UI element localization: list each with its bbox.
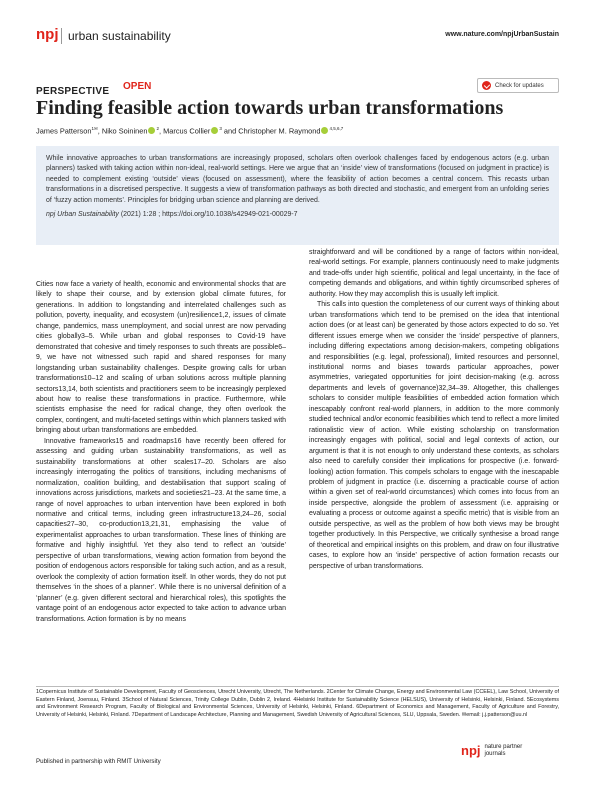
article-type-row <box>36 81 152 97</box>
body-paragraph: Cities now face a variety of health, economic and environmental shocks that are likely to shape their course, and by extension global climate futures, for generations. In addition to longstanding and interrelated challenges such as pollution, poverty, inequality, and ecosystem (un)resilience1,2, issues of climate change, pandemics, mass unemployment, and social unrest are now pervading cities globally3–5. While urban and global responses to Covid-19 have demonstrated that cohesive and timely responses to such threats are possible6–9, we have not witnessed such rapid and shared responses for many longstanding urban sustainability challenges. Despite growing calls for urban transformations10–12 and scaling of urban solutions across multiple planning sectors13,14, both scientists and practitioners seem to be increasingly perplexed about how to realise these transformations in practice. Furthermore, while scientists emphasise the need for radical change, they often overlook the complex, contingent, and multi-faceted settings within which planners tasked with bringing about urban transformations are embedded. <box>36 281 286 435</box>
body-column-left <box>36 280 286 625</box>
author-name[interactable]: Marcus Collier <box>163 126 211 136</box>
npj-footer-logo: npj <box>461 743 481 758</box>
journal-name: urban sustainability <box>68 29 171 43</box>
author-name[interactable]: James Patterson <box>36 126 92 136</box>
citation-journal: npj Urban Sustainability <box>46 211 119 219</box>
citation-line <box>46 210 549 220</box>
header-divider <box>61 28 62 44</box>
page-header <box>36 26 559 48</box>
nature-partner-journals-logo <box>461 743 522 758</box>
article-title: Finding feasible action towards urban transformations <box>36 97 504 119</box>
abstract-box <box>36 146 559 245</box>
check-for-updates-button[interactable] <box>477 78 559 93</box>
abstract-text: While innovative approaches to urban transformations are increasingly proposed, scholars often overlook challenges faced by endogenous actors (e.g. urban planners) tasked with taking action within non-ideal, real-world settings. Here we argue that an ‘inside’ view of transformations (focused on judgment in practice) is needed to complement existing ‘outside’ views (focused on assessment), where the feasibility of action becomes a central concern. This recasts urban transformations in a discretised perspective. It suggests a view of transformation pathways as both directed and stochastic, and emergent from an unfolding series of ‘fuzzy action moments’. Principles for bridging urban science and planning are derived. <box>46 155 549 204</box>
author-affiliation: 3 <box>219 126 222 131</box>
author-name[interactable]: Christopher M. Raymond <box>238 126 321 136</box>
npj-logo: npj <box>36 26 59 43</box>
orcid-icon[interactable] <box>211 127 218 134</box>
partner-line-2: journals <box>484 750 506 757</box>
affiliations-footnote: 1Copernicus Institute of Sustainable Development, Faculty of Geosciences, Utrecht University, Utrecht, The Netherlands. 2Center for Climate Change, Energy and Environmental Law (CCEEL), Law School, University of Eastern Finland, Joensuu, Finland. 3School of Natural Sciences, Trinity College Dublin, Dublin 2, Ireland. 4Helsinki Institute for Sustainability Science (HELSUS), University of Helsinki, Helsinki, Finland. 5Ecosystems and Environment Research Program, Faculty of Biological and Environmental Sciences, University of Helsinki, Helsinki, Finland. 6Department of Economics and Management, Faculty of Agriculture and Forestry, University of Helsinki, Helsinki, Finland. 7Department of Landscape Architecture, Planning and Management, Swedish University of Agricultural Sciences, SLU, Uppsala, Sweden. ✉email: j.j.patterson@uu.nl <box>36 689 559 719</box>
author-name[interactable]: Niko Soininen <box>101 126 148 136</box>
check-updates-icon <box>482 81 491 90</box>
author-separator: and <box>221 126 239 136</box>
orcid-icon[interactable] <box>148 127 155 134</box>
footnote-divider <box>36 686 559 687</box>
citation-doi-link[interactable]: (2021) 1:28 ; https://doi.org/10.1038/s42949-021-00029-7 <box>118 211 298 219</box>
author-list <box>36 126 559 135</box>
author-affiliation: 4,5,6,7 <box>329 126 344 131</box>
check-updates-label: Check for updates <box>495 82 544 89</box>
article-type-label: PERSPECTIVE <box>36 86 110 97</box>
partner-line-1: nature partner <box>484 744 523 751</box>
orcid-icon[interactable] <box>321 127 328 134</box>
journal-url-link[interactable]: www.nature.com/npjUrbanSustain <box>445 31 559 38</box>
body-paragraph: This calls into question the completeness of our current ways of thinking about urban transformations which tend to be premised on the idea that intentional action does (or at least can) be generated by those actors expected to do so. Yet different issues emerge when we consider the ‘inside’ perspective of planners, including differing expectations among decision-makers, competing obligations and responsibilities (e.g. legal, professional), limited resources and personnel, institutional norms and biases towards particular approaches, power asymmetries, variegated opportunities for joint decision-making (e.g. across departments and levels of governance)32,34–39. Altogether, this challenges scholars to consider multiple feasibilities of embedded action formation which inescapably confront real-world planners, in addition to the more commonly studied technical and/or economic feasibilities which tend to reflect a more limited rationalistic view of action. While existing scholarship on transformation increasingly engages with political, social and legal contexts of action, our argument is that it is not enough to only understand these contexts, as scholars also need to carefully consider their implications for prospective (i.e. forward-looking) action formation. This compels scholars to engage with the inescapable problem of judgment in practice (i.e. discerning a practicable course of action within a given set of real-world circumstances) which comes into focus from an inside perspective, alongside the problem of assessment (i.e. appraising or evaluating a process or outcome against a specific metric) that is visible from an outside perspective, as well as the problem of how both views may be brought together productively. In this Perspective, we critically synthesise a broad range of theoretical and empirical insights on this problem, and draw on four illustrative cases, to explore how an ‘inside’ perspective of action formation recasts our perspective of urban transformations. <box>309 301 559 570</box>
open-access-label: OPEN <box>123 81 152 92</box>
author-separator: , <box>97 126 102 136</box>
body-paragraph: straightforward and will be conditioned by a range of factors within non-ideal, real-world settings. For example, planners continuously need to make judgments and trade-offs under high scientific, political and legal uncertainty, in the face of competing demands and obligations, and within tightly circumscribed spheres of authority. How they may accomplish this is usually left implicit. <box>309 249 559 298</box>
author-affiliation: 2 <box>156 126 159 131</box>
partnership-note: Published in partnership with RMIT University <box>36 758 161 765</box>
body-paragraph: Innovative frameworks15 and roadmaps16 have recently been offered for assessing and guiding urban sustainability transformations, as well as sustainability transformations at other scales17–20. Scholars are also increasingly interrogating the politics of transitions, including mechanisms of normalization, coalition building, and destabilisation that support scaling of innovations across jurisdictions, markets and societies21–23. At the same time, a range of novel approaches to urban intervention have been explored in both normative and critical terms, including green infrastructure13,24–26, social capacities27–30, co-production13,21,31, emphasising the value of experimentalist approaches to urban transformation. These lines of thinking are formative and highly insightful. Yet they also tend to reflect an ‘outside’ perspective of urban transformations, viewing action formation from beyond the position of endogenous actors responsible for taking such action, and as a result, overlook the complexity of action formation itself. In other words, they do not put themselves ‘in the shoes of a planner’. While there is no universal definition of a ‘planner’ (e.g. given different sectoral and hierarchical roles), this spotlights the vantage point of an endogenous actor expected to take action to advance urban transformations. Action formation is by no means <box>36 437 286 623</box>
body-column-right <box>309 248 559 572</box>
author-separator: , <box>158 126 164 136</box>
partner-logo-text <box>485 744 523 757</box>
author-affiliation: 1✉ <box>91 126 98 131</box>
